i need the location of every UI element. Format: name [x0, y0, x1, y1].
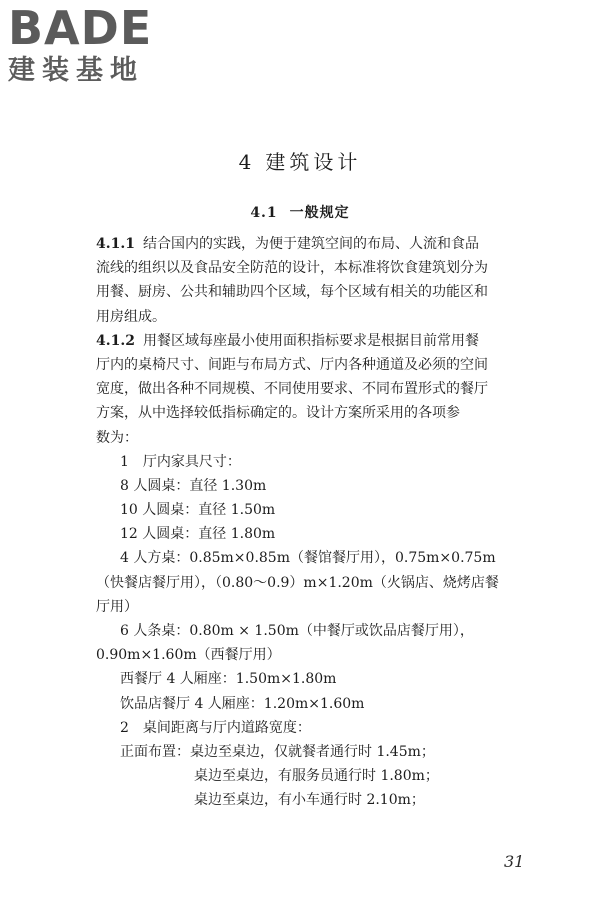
text-line: 宽度，做出各种不同规模、不同使用要求、不同布置形式的餐厅 — [96, 381, 488, 398]
list-item: 饮品店餐厅 4 人厢座：1.20m×1.60m — [120, 695, 365, 712]
logo-text: BADE — [8, 1, 153, 55]
list-item: 4 人方桌：0.85m×0.85m（餐馆餐厅用），0.75m×0.75m — [120, 550, 496, 567]
text-line: 数为： — [96, 429, 138, 446]
section-title-text: 一般规定 — [289, 205, 350, 221]
logo-watermark — [8, 1, 178, 88]
section-number: 4.1 — [250, 205, 278, 221]
text-line: 用房组成。 — [96, 308, 166, 325]
clause-number: 4.1.1 — [96, 236, 135, 252]
list-item: 桌边至桌边，有小车通行时 2.10m； — [194, 792, 425, 809]
text-line — [96, 232, 544, 256]
clause-text: 结合国内的实践，为便于建筑空间的布局、人流和食品 — [142, 236, 479, 252]
text-line: 方案，从中选择较低指标确定的。设计方案所采用的各项参 — [96, 405, 460, 422]
logo-subtext: 建装基地 — [8, 55, 144, 86]
list-item: 6 人条桌：0.80m × 1.50m（中餐厅或饮品店餐厅用）， — [120, 623, 474, 639]
list-item: 1 厅内家具尺寸： — [120, 453, 241, 470]
chapter-title-text: 建筑设计 — [265, 150, 362, 174]
text-line: 厅内的桌椅尺寸、间距与布局方式、厅内各种通道及必须的空间 — [96, 356, 488, 373]
list-item: 西餐厅 4 人厢座：1.50m×1.80m — [120, 671, 337, 688]
body-text — [96, 232, 544, 813]
text-line: 流线的组织以及食品安全防范的设计，本标准将饮食建筑划分为 — [96, 260, 488, 277]
list-item: 10 人圆桌：直径 1.50m — [120, 502, 276, 519]
text-line — [96, 329, 544, 353]
page-number: 31 — [504, 852, 525, 871]
clause-text: 用餐区域每座最小使用面积指标要求是根据目前常用餐 — [142, 332, 479, 349]
chapter-number: 4 — [238, 150, 256, 174]
list-item: 12 人圆桌：直径 1.80m — [120, 526, 276, 543]
section-title — [0, 202, 600, 222]
chapter-title — [0, 146, 600, 175]
clause-number: 4.1.2 — [96, 332, 135, 349]
list-item: 正面布置：桌边至桌边，仅就餐者通行时 1.45m； — [120, 743, 435, 760]
list-item: 2 桌间距离与厅内道路宽度： — [120, 719, 311, 736]
list-item: 8 人圆桌：直径 1.30m — [120, 477, 267, 494]
text-line: 用餐、厨房、公共和辅助四个区域，每个区域有相关的功能区和 — [96, 284, 488, 301]
list-item: 0.90m×1.60m（西餐厅用） — [96, 647, 281, 664]
list-item: 厅用） — [96, 598, 138, 615]
list-item: 桌边至桌边，有服务员通行时 1.80m； — [194, 768, 439, 785]
list-item: （快餐店餐厅用），（0.80～0.9）m×1.20m（火锅店、烧烤店餐 — [96, 574, 499, 591]
